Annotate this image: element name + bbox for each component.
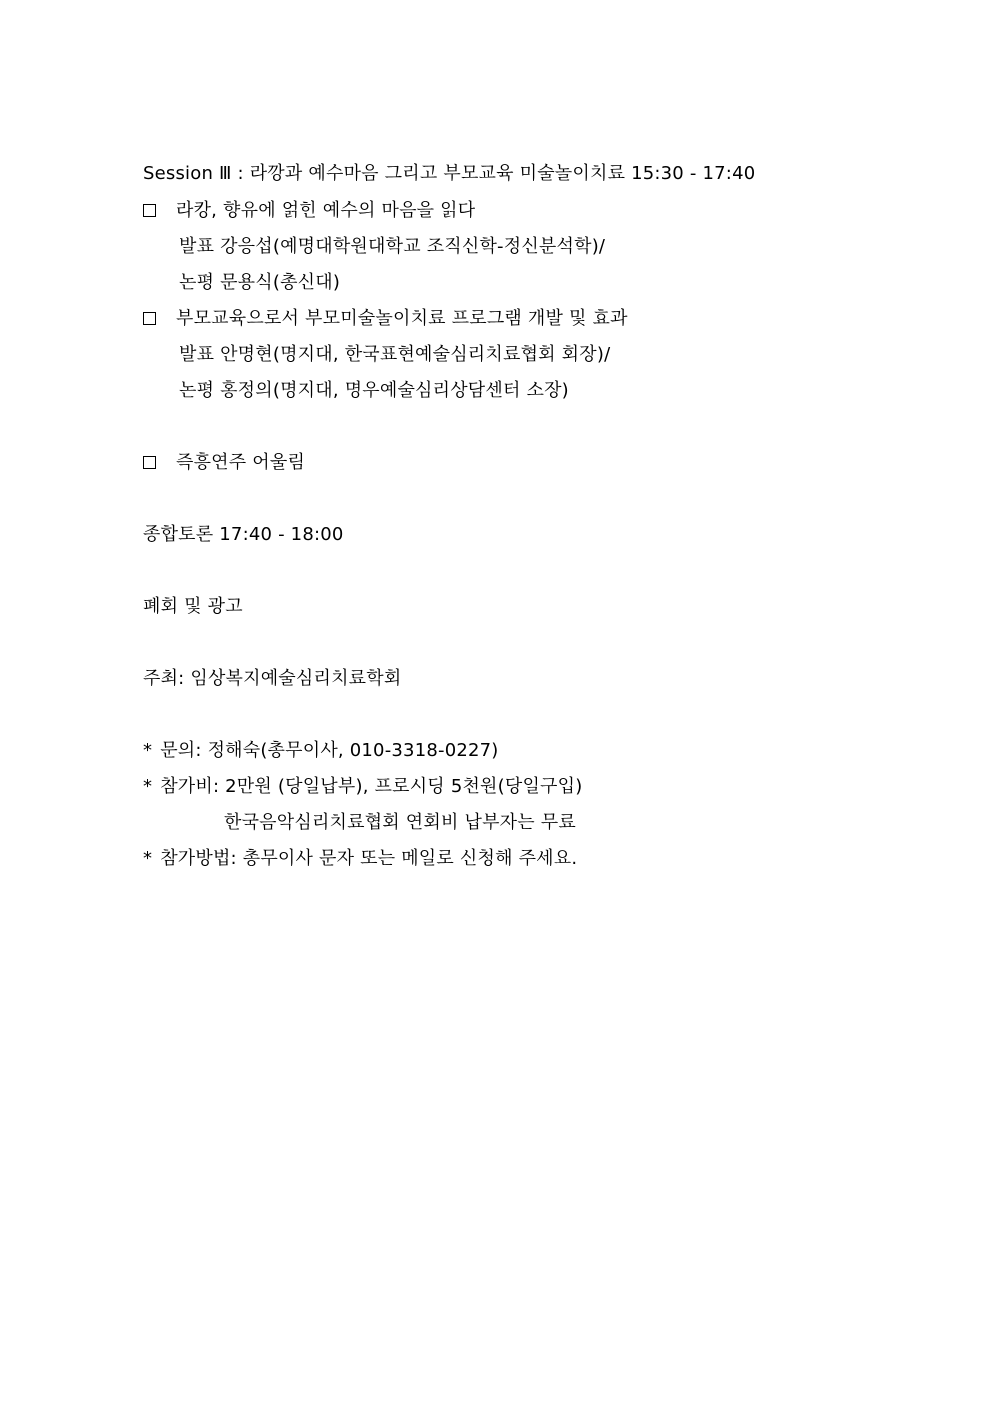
apply-text: 참가방법: 총무이사 문자 또는 메일로 신청해 주세요. [160,848,578,869]
inquiry-note [143,739,499,763]
checkbox-icon [143,312,156,325]
topic-2-presenter: 발표 안명현(명지대, 한국표현예술심리치료협회 회장)/ [179,344,611,365]
fee-note [143,775,582,799]
closing-line: 폐회 및 광고 [143,596,243,617]
performance-item [143,451,305,475]
bullet-star: * [143,776,153,797]
topic-1-title-text: 라캉, 향유에 얽힌 예수의 마음을 읽다 [176,200,476,221]
apply-note [143,847,577,871]
fee-text: 참가비: 2만원 (당일납부), 프로시딩 5천원(당일구입) [160,776,583,797]
checkbox-icon [143,456,156,469]
inquiry-text: 문의: 정해숙(총무이사, 010-3318-0227) [160,740,499,761]
discussion-line: 종합토론 17:40 - 18:00 [143,524,344,545]
topic-1-discussant: 논평 문용식(총신대) [179,272,341,293]
bullet-star: * [143,740,153,761]
session-heading: Session Ⅲ : 라깡과 예수마음 그리고 부모교육 미술놀이치료 15:30 - 17:40 [143,163,756,184]
performance-title: 즉흥연주 어울림 [176,452,306,473]
topic-2-discussant: 논평 홍정의(명지대, 명우예술심리상담센터 소장) [179,380,569,401]
topic-2-title-text: 부모교육으로서 부모미술놀이치료 프로그램 개발 및 효과 [176,308,628,329]
topic-1-presenter: 발표 강응섭(예명대학원대학교 조직신학-정신분석학)/ [179,236,606,257]
topic-1-title [143,199,475,223]
fee-exemption-note: 한국음악심리치료협회 연회비 납부자는 무료 [224,812,576,833]
host-line: 주최: 임상복지예술심리치료학회 [143,668,402,689]
bullet-star: * [143,848,153,869]
topic-2-title [143,307,628,331]
checkbox-icon [143,204,156,217]
